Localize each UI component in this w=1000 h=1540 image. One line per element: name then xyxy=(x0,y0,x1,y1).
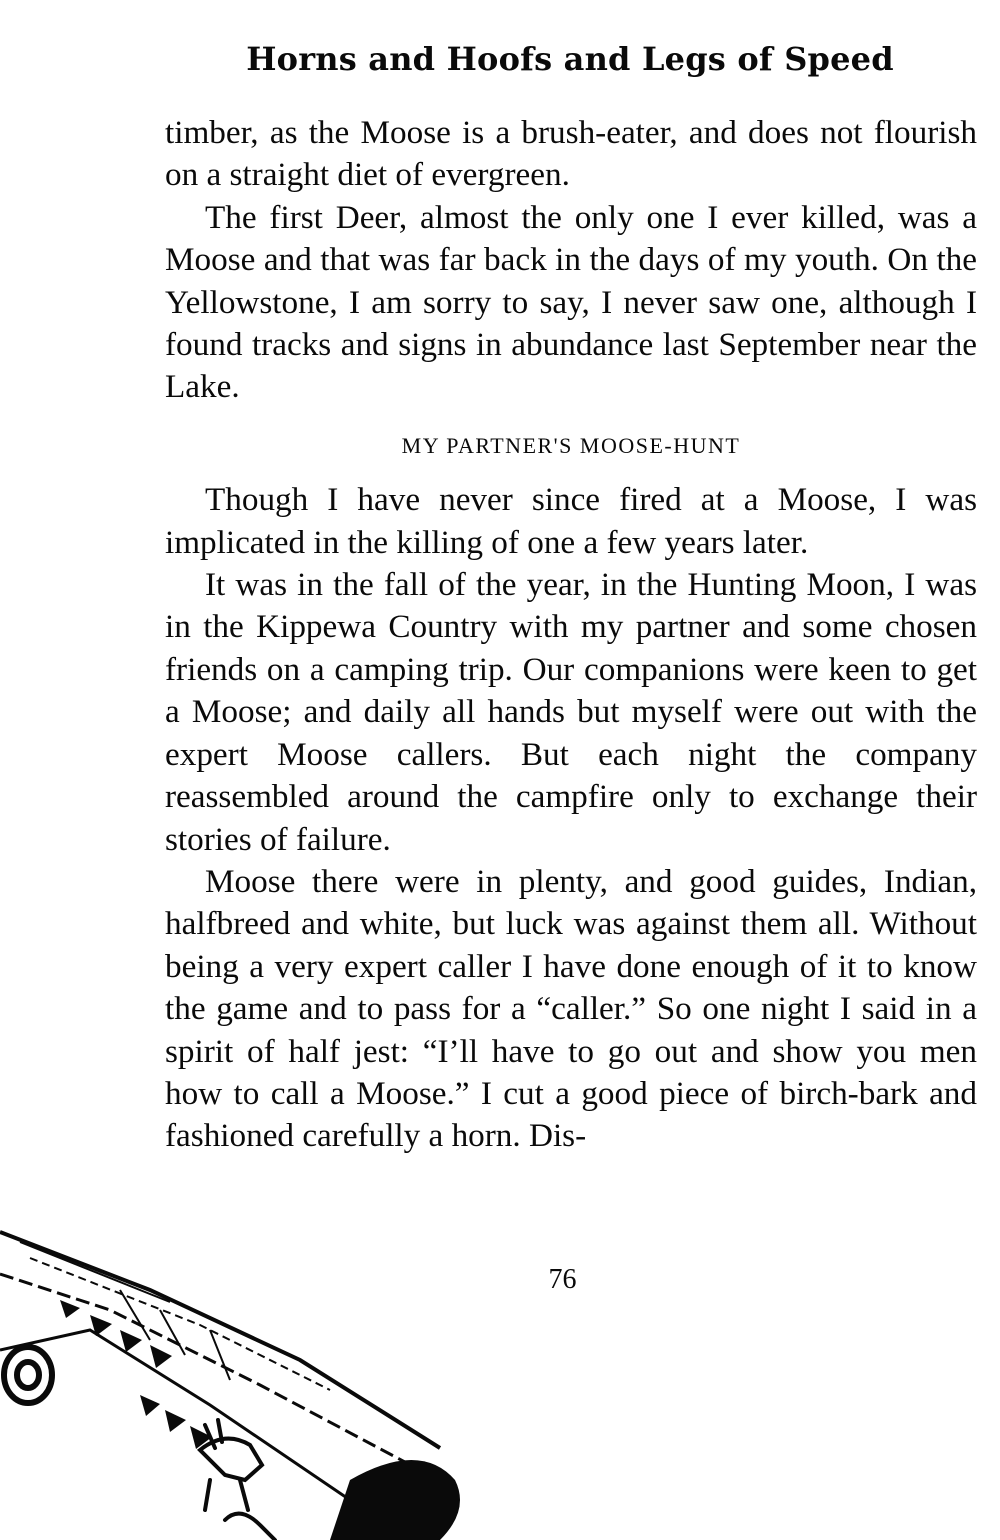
body-text xyxy=(165,112,977,1158)
paragraph-5: Moose there were in plenty, and good guides, Indian, halfbreed and white, but luck was against them all. Without being a very expert caller I have done enough of it to know the game and to pass for a “caller.” So one night I said in a spirit of half jest: “I’ll have to go out and show you men how to call a Moose.” I cut a good piece of birch-bark and fashioned carefully a horn. Dis- xyxy=(165,862,977,1155)
paragraph-4: It was in the fall of the year, in the Hunting Moon, I was in the Kippewa Country with my partner and some chosen friends on a camping trip. Our companions were keen to get a Moose; and daily all hands but myself were out with the expert Moose callers. But each night the company reassembled around the campfire only to exchange their stories of failure. xyxy=(165,566,977,858)
paragraph-3: Though I have never since fired at a Moose, I was implicated in the killing of one a few years later. xyxy=(165,481,977,561)
birch-bark-moose-horn-icon xyxy=(0,1180,470,1540)
page-number: 76 xyxy=(548,1264,577,1295)
paragraph-1: timber, as the Moose is a brush-eater, and does not flourish on a straight diet of evergreen. xyxy=(165,114,977,194)
section-heading: MY PARTNER'S MOOSE-HUNT xyxy=(401,432,741,458)
running-head: Horns and Hoofs and Legs of Speed xyxy=(246,40,894,78)
paragraph-2: The first Deer, almost the only one I ever killed, was a Moose and that was far back in the days of my youth. On the Yellowstone, I am sorry to say, I never saw one, although I found tracks and signs in abundance last September near the Lake. xyxy=(165,198,977,406)
